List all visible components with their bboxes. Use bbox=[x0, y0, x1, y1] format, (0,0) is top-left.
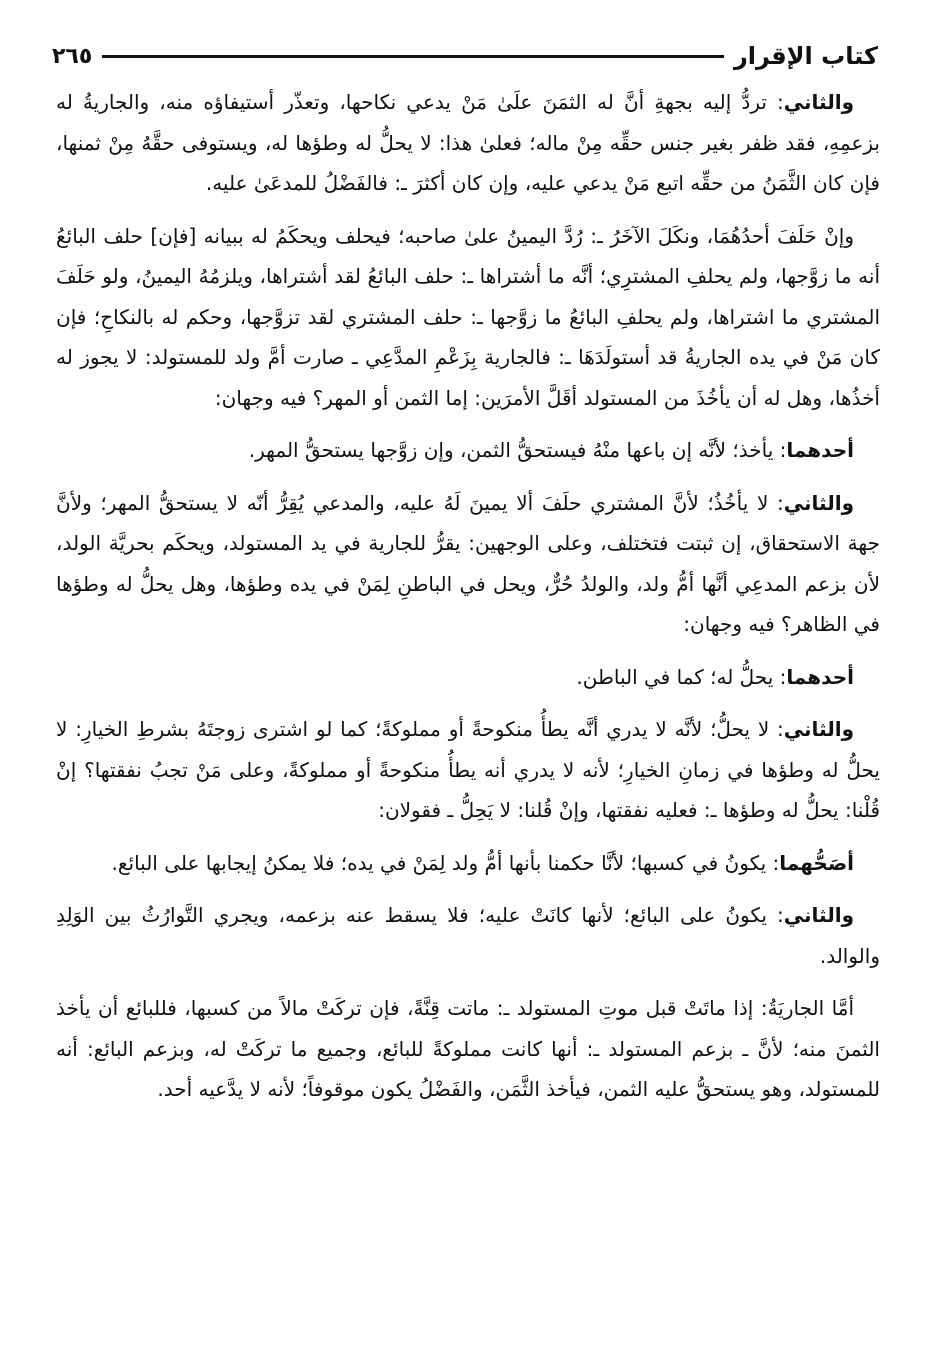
paragraph bbox=[56, 988, 880, 1110]
paragraph bbox=[56, 82, 880, 204]
paragraph bbox=[56, 895, 880, 976]
paragraph bbox=[56, 430, 880, 471]
running-title: كتاب الإقرار bbox=[733, 42, 878, 70]
paragraph bbox=[56, 216, 880, 419]
paragraph bbox=[56, 709, 880, 831]
paragraph-lead: والثاني bbox=[783, 90, 854, 114]
header-rule bbox=[102, 55, 724, 58]
paragraph-text: : تردُّ إليه بجهةِ أنَّ له الثمَنَ علَىٰ مَنْ يدعي نكاحها، وتعذّر أستيفاؤه منه، والجاريةُ له بزعمِهِ، فقد ظفر بغير جنس حقِّه مِنْ ماله؛ فعلىٰ هذا: لا يحلُّ له وطؤها له، ويستوفى حقَّهُ مِنْ ثمنها، فإن كان الثَّمَنُ من حقِّه اتبع مَنْ يدعي عليه، وإن كان أكثرَ ـ: فالفَضْلُ للمدعَىٰ عليه. bbox=[56, 90, 880, 195]
paragraph-text: أمَّا الجاريَةُ: إذا ماتَتْ قبل موتِ المستولد ـ: ماتت قِنَّةً، فإن تركَتْ مالاً من كسبها، فللبائع أن يأخذ الثمنَ منه؛ لأنَّ ـ بزعم المستولد ـ: أنها كانت مملوكةً للبائع، وجميع ما تركَتْ له، وبزعم البائع: أنه للمستولد، وهو يستحقُّ عليه الثمن، فيأخذ الثَّمَن، والفَضْلُ يكون موقوفاً؛ لأنه لا يدَّعيه أحد. bbox=[56, 996, 880, 1101]
paragraph-text: : يكونُ في كسبها؛ لأنَّا حكمنا بأنها أمُّ ولد لِمَنْ في يده؛ فلا يمكنُ إيجابها على البائع. bbox=[111, 850, 780, 875]
paragraph-lead: والثاني bbox=[783, 717, 854, 741]
paragraph-lead: أحدهما bbox=[786, 664, 854, 689]
paragraph-lead: أصَحُّهما bbox=[779, 850, 854, 875]
paragraph bbox=[56, 657, 880, 698]
paragraph-text: : يأخذ؛ لأنَّه إن باعها منْهُ فيستحقُّ الثمن، وإن زوَّجها يستحقُّ المهر. bbox=[248, 438, 787, 462]
paragraph-text: : لا يحلُّ؛ لأنَّه لا يدري أنَّه يطأُ منكوحةً أو مملوكةً؛ كما لو اشترى زوجتَهُ بشرطِ الخيارِ: لا يحلُّ له وطؤها في زمانِ الخيارِ؛ لأنه لا يدري أنه يطأُ منكوحةً أو مملوكةً، وعلى مَنْ تجبُ نفقتها؟ إنْ قُلْنا: يحلُّ له وطؤها ـ: فعليه نفقتها، وإنْ قُلنا: لا يَحِلُّ ـ فقولان: bbox=[56, 717, 880, 822]
paragraph-text: : لا يأخُذُ؛ لأنَّ المشتري حلَفَ ألا يمينَ لَهُ عليه، والمدعي يُقِرُّ أنّه لا يستحقُّ المهر؛ ولأنَّ جهة الاستحقاق، إن ثبتت فتختلف، وعلى الوجهين: يقرُّ للجارية في يد المستولد، ويحكَم بحريَّة الولد، لأن بزعم المدعِي أنَّها أمُّ ولد، والولدُ حُرٌّ، ويحل في الباطنِ لِمَنْ في يده وطؤها، وهل يحلُّ له وطؤها في الظاهر؟ فيه وجهان: bbox=[56, 490, 880, 636]
paragraph bbox=[56, 483, 880, 645]
paragraph-text: : يحلُّ له؛ كما في الباطن. bbox=[576, 664, 787, 689]
page-number: ٢٦٥ bbox=[52, 43, 93, 69]
paragraph-text: وإنْ حَلَفَ أحدُهُمَا، ونكَلَ الآخَرُ ـ: رُدَّ اليمينُ علىٰ صاحبه؛ فيحلف ويحكَمُ له ببيانه [فإن] حلف البائعُ أنه ما زوَّجها، ولم يحلفِ المشترِي؛ أنَّه ما أشتراها ـ: حلف البائعُ لقد أشتراها، ويلزمُهُ اليمينُ، ولو حَلَفَ المشتري ما اشتراها، ولم يحلفِ البائعُ ما زوَّجها ـ: حلف المشتري لقد تزوَّجها، وحكم له بالنكاحِ؛ فإن كان مَنْ في يده الجاريةُ قد أستولَدَهَا ـ: فالجارية بِزَعْمِ المدَّعِي ـ صارت أمَّ ولد للمستولد: لا يجوز له أخذُها، وهل له أن يأخُذَ من المستولد أقَلَّ الأمرَين: إما الثمن أو المهر؟ فيه وجهان: bbox=[56, 223, 880, 410]
paragraph-text: : يكونُ على البائع؛ لأنها كانَتْ عليه؛ فلا يسقط عنه بزعمه، ويجري التَّوارُثُ بين الوَلِدِ والوالد. bbox=[56, 903, 880, 968]
paragraph-lead: والثاني bbox=[783, 903, 854, 927]
paragraph bbox=[56, 843, 880, 884]
paragraph-lead: والثاني bbox=[783, 490, 854, 515]
paragraph-lead: أحدهما bbox=[786, 438, 854, 462]
main-text bbox=[56, 82, 880, 1122]
page-header bbox=[52, 36, 878, 76]
